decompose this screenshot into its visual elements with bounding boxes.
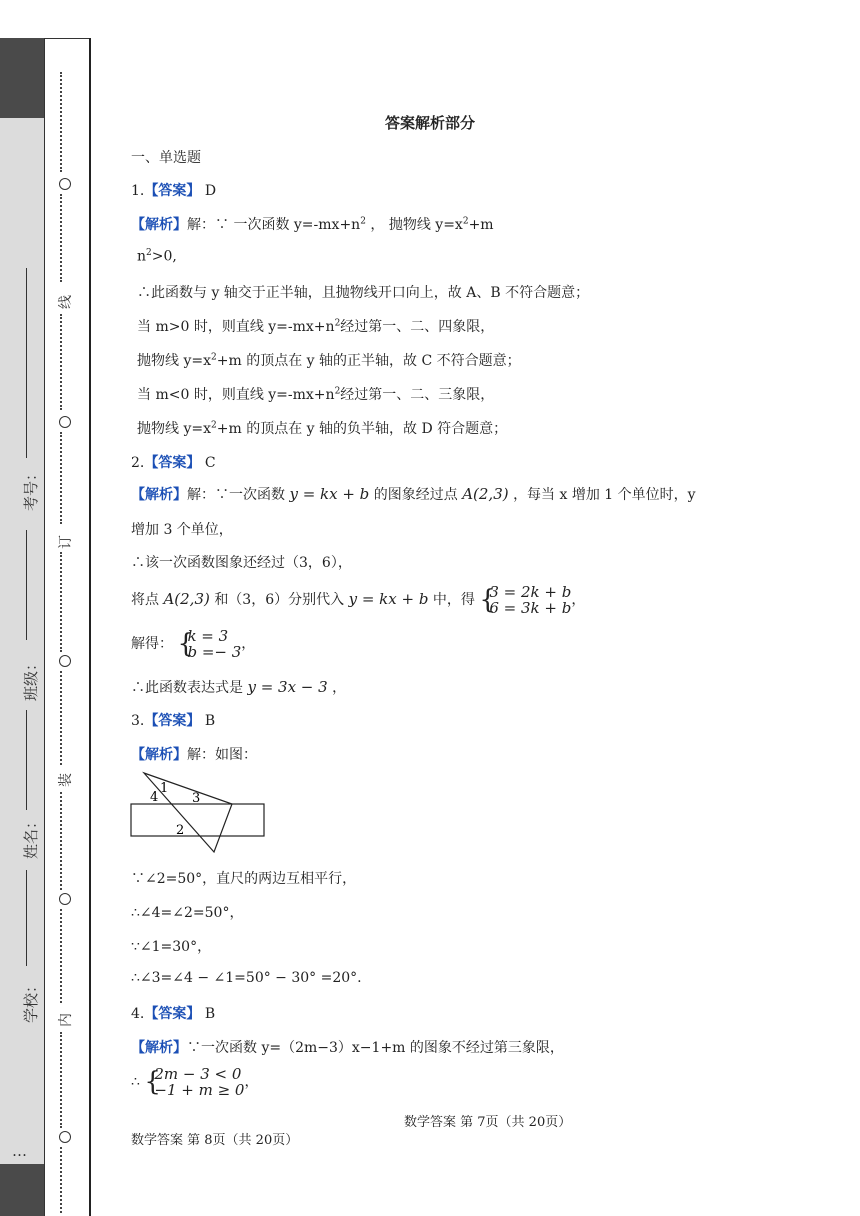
answer-tag: 【答案】	[144, 455, 201, 471]
dotted-line	[60, 552, 62, 652]
circle-mark	[59, 1131, 71, 1143]
q1-answer: D	[204, 183, 217, 199]
equation-system: { k = 3 b =− 3	[177, 628, 241, 660]
q1-analysis-line-5: 抛物线 $y=x^2+m$ 的顶点在 y 轴的正半轴，故 C 不符合题意；	[137, 352, 521, 369]
q2-analysis-line-5: 解得： { k = 3 b =− 3 ，	[131, 628, 255, 660]
equation-system: { 3 = 2k + b 6 = 3k + b	[479, 584, 571, 616]
strip-border	[44, 38, 45, 1216]
id-underline	[26, 268, 27, 458]
dotted-line	[60, 1147, 62, 1213]
q1-analysis-line-4: 当 m>0 时，则直线 $y=-mx+n^2$经过第一、二、四象限，	[137, 318, 495, 335]
q3-analysis-line-1: 【解析】解：如图：	[131, 747, 257, 763]
page-border	[89, 38, 91, 1216]
analysis-tag: 【解析】	[131, 217, 187, 233]
circle-mark	[59, 416, 71, 428]
field-class-label: 班级：	[22, 655, 41, 702]
q4-analysis-line-2: ∴ { 2m − 3 < 0 −1 + m ≥ 0 ，	[131, 1066, 258, 1098]
answer-tag: 【答案】	[144, 183, 201, 199]
name-underline	[26, 710, 27, 810]
dotted-line	[60, 314, 62, 410]
analysis-tag: 【解析】	[131, 747, 187, 763]
q4-analysis-line-1: 【解析】∵一次函数 y=（2m−3）x−1+m 的图象不经过第三象限，	[131, 1040, 564, 1056]
q2-analysis-line-3: ∴该一次函数图象还经过（3，6），	[131, 555, 352, 571]
svg-text:3: 3	[192, 791, 201, 806]
class-underline	[26, 530, 27, 640]
q3-answer: B	[204, 713, 216, 729]
circle-mark	[59, 893, 71, 905]
char-nei: 内	[58, 1013, 74, 1027]
q3-answer-line: 3.【答案】 B	[131, 713, 216, 729]
q1-analysis-line-2: $n^2>0$,	[137, 248, 177, 265]
q1-analysis-line-3: ∴此函数与 y 轴交于正半轴，且抛物线开口向上，故 A、B 不符合题意；	[137, 285, 590, 301]
svg-text:2: 2	[176, 823, 185, 838]
circle-mark	[59, 655, 71, 667]
equation-system: { 2m − 3 < 0 −1 + m ≥ 0	[144, 1066, 244, 1098]
char-zhuang: 装	[58, 773, 74, 787]
q1-answer-line	[131, 180, 216, 200]
dotted-line	[60, 909, 62, 1003]
char-xian: 线	[58, 295, 74, 309]
q2-analysis-line-4: 将点 A(2,3) 和（3，6）分别代入 y = kx + b 中，得 { 3 = 2k + b 6 = 3k + b ，	[131, 584, 585, 616]
field-name-label: 姓名：	[22, 813, 41, 860]
q1-analysis-line-6: 当 m<0 时，则直线 $y=-mx+n^2$经过第一、二、三象限，	[137, 386, 495, 403]
q2-analysis-line-2: 增加 3 个单位，	[131, 522, 233, 538]
q4-answer-line: 4.【答案】 B	[131, 1006, 216, 1022]
q3-analysis-line-2: ∵∠2=50°，直尺的两边互相平行，	[131, 871, 357, 887]
svg-text:1: 1	[160, 781, 169, 796]
dotted-line	[60, 792, 62, 890]
char-ding: 订	[58, 535, 74, 549]
analysis-tag: 【解析】	[131, 487, 187, 503]
answer-tag: 【答案】	[144, 713, 201, 729]
q2-answer-line: 2.【答案】 C	[131, 455, 216, 471]
dotted-line	[60, 1032, 62, 1128]
field-school-label: 学校：	[22, 977, 41, 1024]
dotted-line	[60, 432, 62, 524]
answer-tag: 【答案】	[144, 1006, 201, 1022]
dotted-line	[60, 671, 62, 765]
q3-analysis-line-4: ∵∠1=30°，	[131, 939, 212, 955]
circle-mark	[59, 178, 71, 190]
q2-answer: C	[204, 455, 216, 471]
strip-top-border	[44, 38, 90, 39]
school-underline	[26, 870, 27, 966]
section-heading: 一、单选题	[131, 150, 201, 166]
field-id-label: 考号：	[22, 465, 41, 512]
binding-strip-top-block	[0, 38, 44, 118]
footer-page-left: 数学答案 第 8页（共 20页）	[131, 1133, 299, 1148]
sidebar-ellipsis: …	[12, 1142, 27, 1160]
q3-analysis-line-5: ∴∠3=∠4 − ∠1=50° − 30° =20°.	[131, 970, 362, 986]
analysis-tag: 【解析】	[131, 1040, 187, 1056]
dotted-line	[60, 194, 62, 282]
footer-page-right: 数学答案 第 7页（共 20页）	[404, 1115, 572, 1130]
binding-strip	[0, 38, 44, 1216]
ruler-triangle-figure	[126, 770, 271, 860]
q2-analysis-line-1: 【解析】解：∵一次函数 y = kx + b 的图象经过点 A(2,3) ，每当 x 增加 1 个单位时，y	[131, 485, 696, 503]
q3-analysis-line-3: ∴∠4=∠2=50°，	[131, 905, 244, 921]
q2-analysis-line-6: ∴此函数表达式是 y = 3x − 3 ，	[131, 678, 347, 696]
q1-analysis-line-1: 【解析】解：∵ 一次函数 $y=-mx+n^2$ ， 抛物线 $y=x^2+m$	[131, 216, 494, 233]
binding-strip-bottom-block	[0, 1164, 44, 1216]
q1-analysis-line-7: 抛物线 $y=x^2+m$ 的顶点在 y 轴的负半轴，故 D 符合题意；	[137, 420, 508, 437]
svg-text:4: 4	[150, 790, 159, 805]
q4-answer: B	[204, 1006, 216, 1022]
q1-number: 1.	[131, 183, 145, 199]
page-title: 答案解析部分	[384, 114, 475, 132]
